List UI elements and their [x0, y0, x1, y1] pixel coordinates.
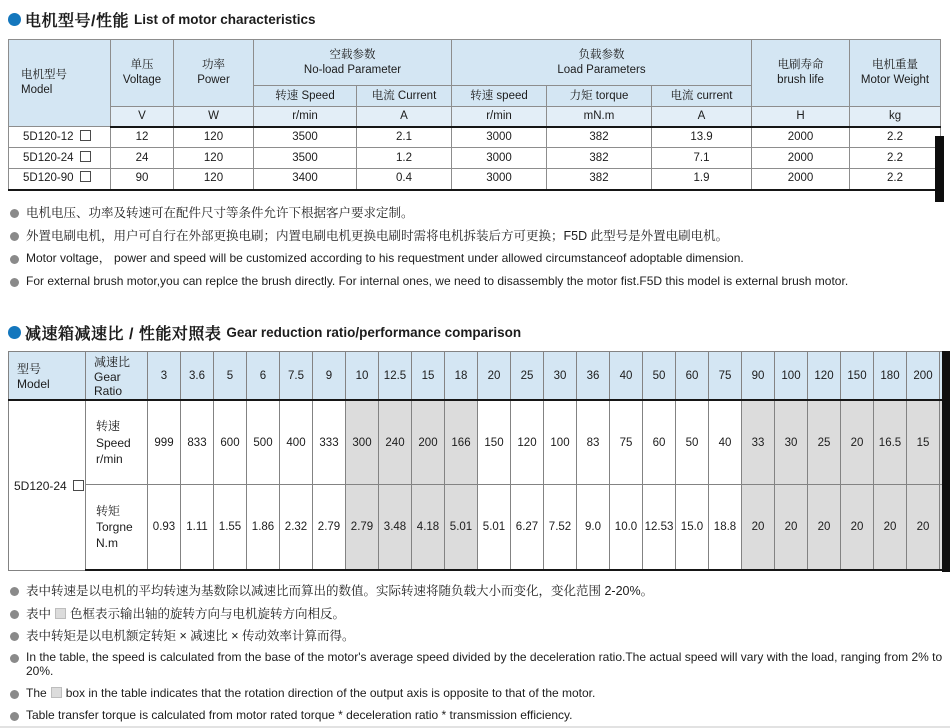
model-cell: 5D120-90 — [9, 169, 111, 190]
ratio-header-cell: 150 — [841, 351, 874, 400]
value-cell: 382 — [547, 148, 652, 169]
ratio-header-cell: 120 — [808, 351, 841, 400]
value-cell: 3000 — [452, 148, 547, 169]
model-suffix-box — [73, 480, 84, 491]
speed-value-cell: 999 — [148, 400, 181, 484]
ratio-header-cell: 100 — [775, 351, 808, 400]
ratio-header-cell: 10 — [346, 351, 379, 400]
gray-dot-icon — [10, 632, 19, 641]
note-line: 表中转速是以电机的平均转速为基数除以减速比而算出的数值。实际转速将随负载大小而变化，变化范围 2-20%。 — [10, 584, 950, 598]
torque-value-cell: 10.0 — [610, 484, 643, 570]
note-line: 表中转矩是以电机额定转矩 × 减速比 × 传动效率计算而得。 — [10, 629, 950, 643]
value-cell: 90 — [111, 169, 174, 190]
note-line: 外置电刷电机，用户可自行在外部更换电刷；内置电刷电机更换电刷时需将电机拆装后方可更换；F5D 此型号是外置电刷电机。 — [10, 229, 950, 243]
torque-value-cell: 20 — [841, 484, 874, 570]
value-cell: 120 — [174, 169, 254, 190]
unit-cell: r/min — [254, 107, 357, 127]
speed-value-cell: 333 — [313, 400, 346, 484]
table1-header-row-1 — [9, 40, 941, 86]
gear-ratio-table — [8, 351, 950, 572]
motor-characteristics-table-wrap — [8, 39, 950, 191]
ratio-header-cell: 12.5 — [379, 351, 412, 400]
noload-group-header: 空载参数 No-load Parameter — [254, 40, 452, 86]
motor-characteristics-table — [8, 39, 941, 191]
note-line: Table transfer torque is calculated from motor rated torque * deceleration ratio * transmission efficiency. — [10, 709, 950, 723]
torque-value-cell: 20 — [874, 484, 907, 570]
torque-value-cell: 20 — [742, 484, 775, 570]
motor-row — [9, 127, 941, 148]
torque-value-cell: 6.27 — [511, 484, 544, 570]
speed-value-cell: 200 — [412, 400, 445, 484]
speed-value-cell: 100 — [544, 400, 577, 484]
ratio-header-cell: 75 — [709, 351, 742, 400]
value-cell: 1.9 — [652, 169, 752, 190]
speed-value-cell: 15 — [907, 400, 940, 484]
datasheet-page — [0, 8, 950, 728]
speed-row-label: 转速 Speed r/min — [86, 400, 148, 484]
ratio-header-cell: 9 — [313, 351, 346, 400]
ratio-header-cell: 20 — [478, 351, 511, 400]
unit-cell: H — [752, 107, 850, 127]
ratio-header-cell: 200 — [907, 351, 940, 400]
torque-value-cell: 1.55 — [214, 484, 247, 570]
torque-value-cell: 18.8 — [709, 484, 742, 570]
torque-value-cell: 12.53 — [643, 484, 676, 570]
ratio-header-cell: 60 — [676, 351, 709, 400]
page-edge-mark — [935, 136, 944, 202]
speed-value-cell: 50 — [676, 400, 709, 484]
gray-dot-icon — [10, 255, 19, 264]
torque-value-cell: 20 — [907, 484, 940, 570]
load-speed-header: 转速 speed — [452, 86, 547, 107]
gray-box-icon — [55, 608, 66, 619]
motor-row — [9, 148, 941, 169]
torque-value-cell: 5.01 — [478, 484, 511, 570]
speed-value-cell: 120 — [511, 400, 544, 484]
speed-value-cell: 400 — [280, 400, 313, 484]
gray-dot-icon — [10, 209, 19, 218]
section1-title — [8, 8, 950, 30]
model-cell: 5D120-24 — [9, 400, 86, 570]
speed-value-cell: 20 — [841, 400, 874, 484]
speed-value-cell: 600 — [214, 400, 247, 484]
unit-cell: A — [652, 107, 752, 127]
speed-value-cell: 25 — [808, 400, 841, 484]
note-line: The box in the table indicates that the rotation direction of the output axis is opposite to that of the motor. — [10, 687, 950, 701]
value-cell: 0.4 — [357, 169, 452, 190]
section2-title-zh: 减速箱减速比 / 性能对照表 — [25, 321, 221, 344]
gray-dot-icon — [10, 587, 19, 596]
model-suffix-box — [80, 171, 91, 182]
load-torque-header: 力矩 torque — [547, 86, 652, 107]
speed-value-cell: 30 — [775, 400, 808, 484]
model-suffix-box — [80, 130, 91, 141]
value-cell: 120 — [174, 148, 254, 169]
speed-value-cell: 833 — [181, 400, 214, 484]
torque-row — [9, 484, 950, 570]
value-cell: 382 — [547, 169, 652, 190]
note-line: Motor voltage， power and speed will be customized according to his requestment under allowed circumstanceof adoptable dimension. — [10, 252, 950, 266]
value-cell: 3500 — [254, 127, 357, 148]
torque-value-cell: 9.0 — [577, 484, 610, 570]
section1-notes — [10, 206, 950, 289]
value-cell: 3000 — [452, 127, 547, 148]
load-group-header: 负载参数 Load Parameters — [452, 40, 752, 86]
torque-value-cell: 2.32 — [280, 484, 313, 570]
speed-value-cell: 150 — [478, 400, 511, 484]
torque-value-cell: 4.18 — [412, 484, 445, 570]
torque-value-cell: 1.86 — [247, 484, 280, 570]
speed-value-cell: 300 — [346, 400, 379, 484]
blue-dot-icon — [8, 326, 21, 339]
unit-cell: W — [174, 107, 254, 127]
value-cell: 7.1 — [652, 148, 752, 169]
unit-cell: kg — [850, 107, 941, 127]
speed-row — [9, 400, 950, 484]
torque-value-cell: 0.93 — [148, 484, 181, 570]
unit-cell: V — [111, 107, 174, 127]
ratio-header-cell: 180 — [874, 351, 907, 400]
ratio-header-cell: 18 — [445, 351, 478, 400]
voltage-column-header: 单压 Voltage — [111, 40, 174, 107]
speed-value-cell: 75 — [610, 400, 643, 484]
ratio-header-cell: 15 — [412, 351, 445, 400]
table2-header-row — [9, 351, 950, 400]
ratio-header-cell: 36 — [577, 351, 610, 400]
motor-weight-column-header: 电机重量 Motor Weight — [850, 40, 941, 107]
value-cell: 2000 — [752, 148, 850, 169]
value-cell: 2.2 — [850, 148, 941, 169]
value-cell: 2.1 — [357, 127, 452, 148]
value-cell: 2.2 — [850, 127, 941, 148]
value-cell: 120 — [174, 127, 254, 148]
gray-dot-icon — [10, 610, 19, 619]
model-suffix-box — [80, 151, 91, 162]
section2-title-en: Gear reduction ratio/performance comparison — [226, 325, 521, 340]
gray-dot-icon — [10, 278, 19, 287]
model-column-header: 电机型号 Model — [9, 40, 111, 127]
value-cell: 2000 — [752, 169, 850, 190]
model-cell: 5D120-24 — [9, 148, 111, 169]
value-cell: 3000 — [452, 169, 547, 190]
ratio-header-cell: 3.6 — [181, 351, 214, 400]
torque-value-cell: 5.01 — [445, 484, 478, 570]
ratio-header-cell: 40 — [610, 351, 643, 400]
note-line: For external brush motor,you can replce the brush directly. For internal ones, we need to disassembly the motor fist.F5D this model is external brush motor. — [10, 275, 950, 289]
value-cell: 13.9 — [652, 127, 752, 148]
torque-value-cell: 15.0 — [676, 484, 709, 570]
speed-value-cell: 40 — [709, 400, 742, 484]
speed-value-cell: 240 — [379, 400, 412, 484]
noload-speed-header: 转速 Speed — [254, 86, 357, 107]
speed-value-cell: 33 — [742, 400, 775, 484]
ratio-header-cell: 25 — [511, 351, 544, 400]
section1-title-zh: 电机型号/性能 — [25, 8, 129, 31]
model-cell: 5D120-12 — [9, 127, 111, 148]
unit-cell: r/min — [452, 107, 547, 127]
torque-row-label: 转矩 Torgne N.m — [86, 484, 148, 570]
speed-value-cell: 83 — [577, 400, 610, 484]
brush-life-column-header: 电刷寿命 brush life — [752, 40, 850, 107]
gray-box-icon — [51, 687, 62, 698]
ratio-header-cell: 5 — [214, 351, 247, 400]
note-line: 表中 色框表示输出轴的旋转方向与电机旋转方向相反。 — [10, 607, 950, 621]
ratio-header-cell: 50 — [643, 351, 676, 400]
torque-value-cell: 20 — [808, 484, 841, 570]
value-cell: 24 — [111, 148, 174, 169]
page-edge-mark — [942, 351, 950, 572]
value-cell: 382 — [547, 127, 652, 148]
value-cell: 12 — [111, 127, 174, 148]
value-cell: 3400 — [254, 169, 357, 190]
speed-value-cell: 16.5 — [874, 400, 907, 484]
ratio-header-cell: 30 — [544, 351, 577, 400]
unit-cell: A — [357, 107, 452, 127]
ratio-header-cell: 3 — [148, 351, 181, 400]
value-cell: 2000 — [752, 127, 850, 148]
motor-row — [9, 169, 941, 190]
note-line: 电机电压、功率及转速可在配件尺寸等条件允许下根据客户要求定制。 — [10, 206, 950, 220]
blue-dot-icon — [8, 13, 21, 26]
value-cell: 1.2 — [357, 148, 452, 169]
power-column-header: 功率 Power — [174, 40, 254, 107]
section1-title-en: List of motor characteristics — [134, 12, 316, 27]
speed-value-cell: 500 — [247, 400, 280, 484]
gray-dot-icon — [10, 690, 19, 699]
value-cell: 3500 — [254, 148, 357, 169]
ratio-header-cell: 7.5 — [280, 351, 313, 400]
gray-dot-icon — [10, 232, 19, 241]
gray-dot-icon — [10, 654, 19, 663]
value-cell: 2.2 — [850, 169, 941, 190]
table1-units-row — [9, 107, 941, 127]
speed-value-cell: 166 — [445, 400, 478, 484]
ratio-header-cell: 6 — [247, 351, 280, 400]
load-current-header: 电流 current — [652, 86, 752, 107]
section2-notes — [10, 584, 950, 722]
note-line: In the table, the speed is calculated from the base of the motor's average speed divided by the deceleration ratio.The actual speed will vary with the load, ranging from 2% to 20%. — [10, 651, 950, 679]
torque-value-cell: 1.11 — [181, 484, 214, 570]
torque-value-cell: 20 — [775, 484, 808, 570]
model-column-header: 型号 Model — [9, 351, 86, 400]
torque-value-cell: 2.79 — [346, 484, 379, 570]
section2-title — [8, 322, 950, 344]
gear-ratio-table-wrap — [8, 351, 950, 572]
ratio-header-cell: 90 — [742, 351, 775, 400]
gear-ratio-column-header: 减速比 Gear Ratio — [86, 351, 148, 400]
torque-value-cell: 2.79 — [313, 484, 346, 570]
noload-current-header: 电流 Current — [357, 86, 452, 107]
unit-cell: mN.m — [547, 107, 652, 127]
speed-value-cell: 60 — [643, 400, 676, 484]
torque-value-cell: 3.48 — [379, 484, 412, 570]
torque-value-cell: 7.52 — [544, 484, 577, 570]
